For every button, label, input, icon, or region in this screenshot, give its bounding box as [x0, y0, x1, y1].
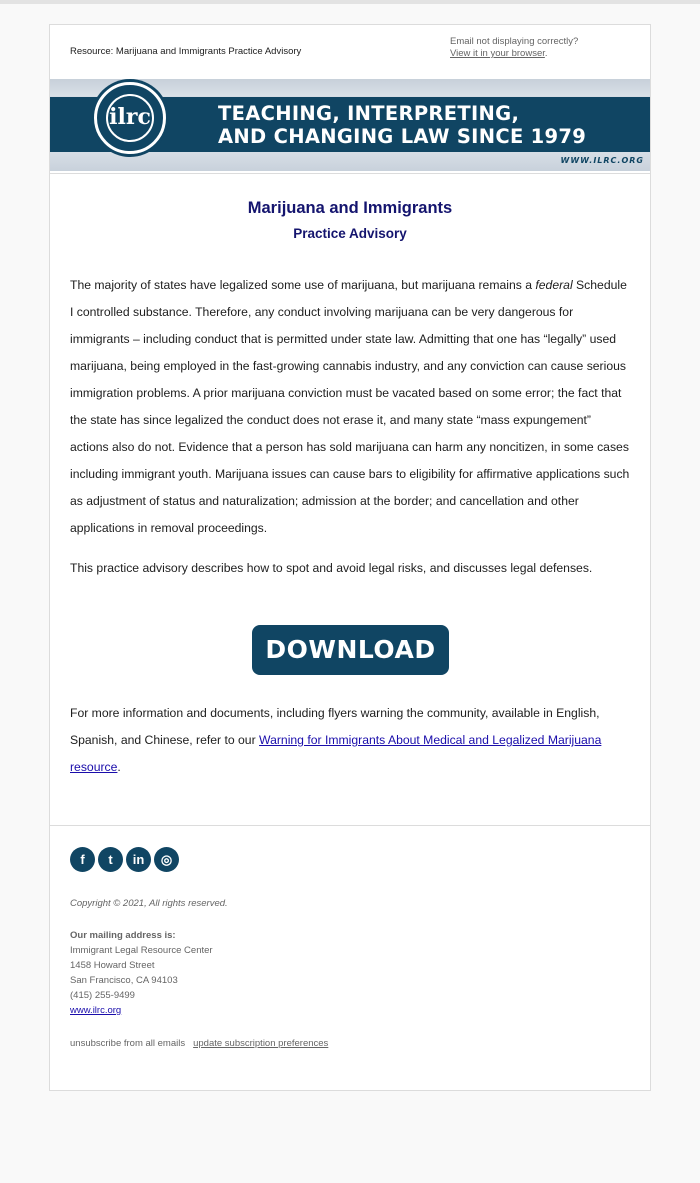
download-button[interactable]: DOWNLOAD [252, 625, 449, 675]
preheader [50, 25, 650, 79]
mailing-label: Our mailing address is: [70, 930, 176, 941]
banner-tagline: TEACHING, INTERPRETING, AND CHANGING LAW SINCE 1979 [218, 102, 587, 148]
intro-paragraph: The majority of states have legalized some use of marijuana, but marijuana remains a federal Schedule I controlled substance. Therefore, any conduct involving marijuana can be very dangerous for immigrants – including conduct that is permitted under state law. Admitting that one has “legally” used marijuana, being employed in the fast-growing cannabis industry, and any conviction can cause serious immigration problems. A prior marijuana conviction must be vacated based on some error; the fact that the state has since legalized the conduct does not erase it, and many state “mass expungement” actions also do not. Evidence that a person has sold marijuana can harm any noncitizen, in some cases including immigrant youth. Marijuana issues can cause bars to eligibility for affirmative applications such as adjustment of status and naturalization; admission at the border; and cancellation and other applications in removal proceedings. [70, 278, 630, 535]
summary-paragraph: This practice advisory describes how to spot and avoid legal risks, and discusses legal defenses. [70, 561, 593, 575]
top-bar [0, 0, 700, 4]
ilrc-logo: ilrc [94, 82, 166, 154]
street: 1458 Howard Street [70, 960, 155, 971]
linkedin-icon[interactable]: in [126, 847, 151, 872]
view-in-browser-link[interactable]: View it in your browser [450, 48, 545, 59]
phone: (415) 255-9499 [70, 990, 135, 1001]
city: San Francisco, CA 94103 [70, 975, 178, 986]
browser-notice: Email not displaying correctly? View it in your browser. [450, 36, 579, 59]
twitter-icon[interactable]: t [98, 847, 123, 872]
article-title: Marijuana and Immigrants [247, 199, 453, 217]
resource-title: Resource: Marijuana and Immigrants Practice Advisory [70, 46, 302, 57]
article-subtitle: Practice Advisory [293, 226, 407, 241]
facebook-icon[interactable]: f [70, 847, 95, 872]
email-card [49, 24, 651, 1091]
divider [50, 173, 650, 174]
resource-link[interactable]: Warning for Immigrants About Medical and Legalized Marijuana resource [70, 733, 602, 774]
more-info-paragraph: For more information and documents, including flyers warning the community, available in English, Spanish, and Chinese, refer to our Warning for Immigrants About Medical and Legalized Marijuana resource. [70, 706, 602, 774]
copyright: Copyright © 2021, All rights reserved. [70, 898, 228, 909]
banner-url: WWW.ILRC.ORG [560, 156, 644, 165]
instagram-icon[interactable]: ◎ [154, 847, 179, 872]
header-banner [50, 79, 650, 171]
footer-divider [50, 825, 650, 826]
social-links [70, 847, 182, 873]
update-preferences-link[interactable]: update subscription preferences [193, 1038, 329, 1049]
org-name: Immigrant Legal Resource Center [70, 945, 213, 956]
mailing-address [70, 928, 213, 1018]
not-displaying-text: Email not displaying correctly? [450, 36, 579, 47]
website-link[interactable]: www.ilrc.org [70, 1005, 122, 1016]
unsubscribe-text: unsubscribe from all emails [70, 1038, 186, 1049]
footer-links [70, 1038, 328, 1049]
